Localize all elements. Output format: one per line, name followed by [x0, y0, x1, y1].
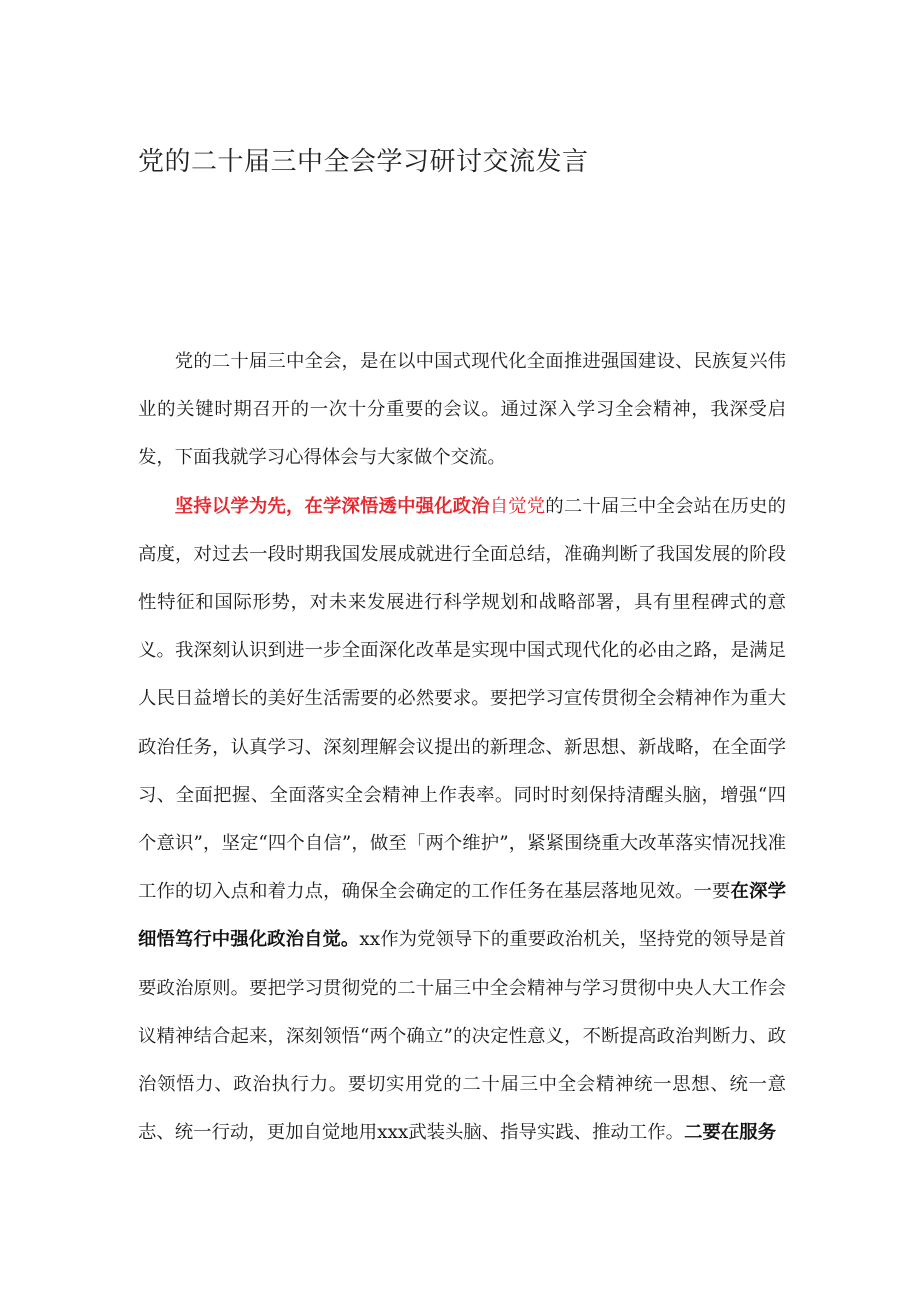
section-1-text-b: xx作为党领导下的重要政治机关，坚持党的领导是首要政治原则。要把学习贯彻党的二十届三中全会精神与学习贯彻中央人大工作会议精神结合起来，深刻领悟“两个确立”的决定性意义，不断提高政治判断力、政治领悟力、政治执行力。要切实用党的二十届三中全会精神统一思想、统一意志、统一行动，更加自觉地用xxx武装头脑、指导实践、推动工作。: [138, 929, 786, 1144]
point-2-heading: 二要在服务: [684, 1122, 777, 1144]
section-1-paragraph: [138, 483, 786, 1158]
section-1-heading: 坚持以学为先，在学深悟透中强化政治: [174, 495, 490, 517]
intro-paragraph: 党的二十届三中全会，是在以中国式现代化全面推进强国建设、民族复兴伟业的关键时期召开的一次十分重要的会议。通过深入学习全会精神，我深受启发，下面我就学习心得体会与大家做个交流。: [138, 351, 786, 469]
point-1-heading: 在深学细悟笃行中强化政治自觉。: [138, 881, 786, 951]
document-title: 党的二十届三中全会学习研讨交流发言: [138, 147, 589, 177]
document-body: [138, 338, 786, 1157]
section-1-heading-tail: 自觉党: [489, 495, 546, 517]
section-1-text-a: 的二十届三中全会站在历史的高度，对过去一段时期我国发展成就进行全面总结，准确判断了我国发展的阶段性特征和国际形势，对未来发展进行科学规划和战略部署，具有里程碑式的意义。我深刻认识到进一步全面深化改革是实现中国式现代化的必由之路，是满足人民日益增长的美好生活需要的必然要求。要把学习宣传贯彻全会精神作为重大政治任务，认真学习、深刻理解会议提出的新理念、新思想、新战略，在全面学习、全面把握、全面落实全会精神上作表率。同时时刻保持清醒头脑，增强“四个意识”，坚定“四个自信”，做至「两个维护”，紧紧围绕重大改革落实情况找准工作的切入点和着力点，确保全会确定的工作任务在基层落地见效。一要: [138, 495, 786, 903]
